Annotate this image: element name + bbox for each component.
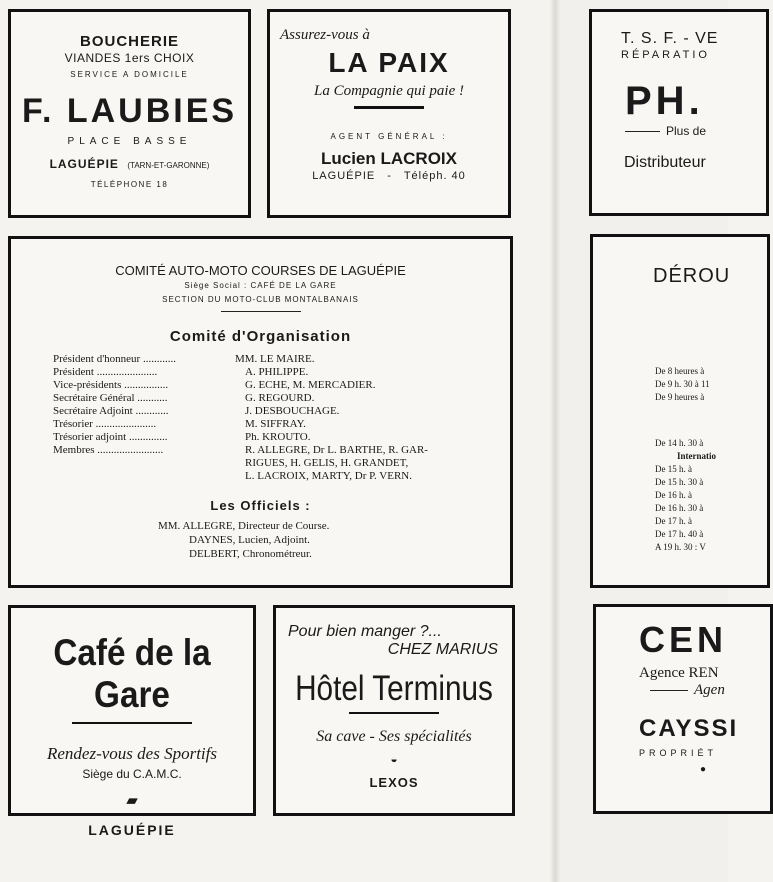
ad-cafe-de-la-gare: [8, 605, 256, 838]
ad-name: LA PAIX: [328, 47, 450, 78]
comite-title: COMITÉ AUTO-MOTO COURSES DE LAGUÉPIE: [115, 263, 406, 278]
ad-agen: Agen: [694, 682, 725, 698]
member-row: [53, 366, 510, 379]
ad-slogan: Rendez-vous des Sportifs: [47, 744, 217, 763]
comite-panel: [8, 236, 513, 588]
ad-subtitle: RÉPARATIO: [621, 49, 710, 61]
schedule-line: De 16 h. 30 à: [655, 503, 704, 513]
ad-slogan: Sa cave - Ses spécialités: [316, 728, 472, 745]
member-name: R. ALLEGRE, Dr L. BARTHE, R. GAR-: [245, 444, 428, 456]
officiel-line: MM. ALLEGRE, Directeur de Course.: [158, 520, 330, 532]
ad-name: CAYSSI: [639, 715, 739, 742]
ad-phone: Téléph. 40: [403, 170, 466, 182]
ad-boucherie-laubies: [8, 9, 251, 218]
ad-name: Hôtel Terminus: [295, 669, 493, 708]
members-cont: RIGUES, H. GELIS, H. GRANDET,: [245, 457, 409, 469]
member-row: [53, 353, 510, 366]
schedule-line: De 17 h. à: [655, 516, 692, 526]
schedule-line: De 9 h. 30 à 11: [655, 379, 710, 389]
member-role: Président ......................: [53, 366, 158, 378]
ad-siege: Siège du C.A.M.C.: [82, 767, 182, 781]
ad-central: [593, 604, 773, 814]
member-row: [53, 444, 510, 457]
ad-line: SERVICE A DOMICILE: [70, 70, 189, 79]
ad-logo: PH.: [625, 79, 704, 123]
ad-town-line: LAGUÉPIE - Téléph. 40: [312, 170, 466, 182]
page-fold: [550, 0, 560, 882]
divider: [72, 722, 192, 724]
ad-title: T. S. F. - VE: [621, 30, 719, 47]
ad-town: LAGUÉPIE: [88, 822, 176, 838]
ad-dept: (TARN-ET-GARONNE): [127, 161, 210, 170]
member-role: Secrétaire Adjoint ............: [53, 405, 169, 417]
ad-name: F. LAUBIES: [21, 92, 238, 130]
member-name: Ph. KROUTO.: [245, 431, 311, 443]
schedule-line: De 17 h. 40 à: [655, 529, 704, 539]
schedule-line: De 16 h. à: [655, 490, 692, 500]
ad-title: BOUCHERIE: [79, 33, 179, 50]
ad-tsf: [589, 9, 769, 216]
schedule-line: De 15 h. à: [655, 464, 692, 474]
member-name: A. PHILIPPE.: [245, 366, 309, 378]
member-name: G. ECHE, M. MERCADIER.: [245, 379, 376, 391]
member-row: [53, 418, 510, 431]
ad-agence: Agence REN: [639, 665, 719, 681]
member-role: Secrétaire Général ...........: [53, 392, 168, 404]
ad-town: LEXOS: [369, 775, 419, 790]
right-page: [560, 0, 739, 882]
member-role: Trésorier adjoint ..............: [53, 431, 168, 443]
ad-town: LAGUÉPIE: [312, 170, 376, 182]
ad-phone: TÉLÉPHONE 18: [90, 180, 169, 189]
comite-siege: Siège Social : CAFÉ DE LA GARE: [184, 281, 337, 290]
ad-tagline: Assurez-vous à: [280, 27, 370, 43]
ad-name: Café de la Gare: [53, 632, 211, 715]
member-row: [53, 405, 510, 418]
officiels-heading: Les Officiels :: [210, 498, 311, 513]
ad-town: LAGUÉPIE: [49, 157, 119, 171]
ad-prop: PROPRIÉT: [639, 748, 718, 758]
members-list: [53, 353, 510, 483]
dot-icon: ●: [700, 764, 707, 775]
member-role: Trésorier ......................: [53, 418, 157, 430]
member-name: MM. LE MAIRE.: [235, 353, 315, 365]
divider: [349, 712, 439, 714]
schedule-morning: [655, 365, 767, 404]
ad-plus-line: [625, 124, 766, 138]
officiel-line: DELBERT, Chronométreur.: [189, 548, 312, 560]
ad-distrib: Distributeur: [624, 154, 706, 171]
member-name: M. SIFFRAY.: [245, 418, 306, 430]
ad-line: Pour bien manger ?...: [288, 623, 442, 640]
member-row: [53, 392, 510, 405]
ad-hotel-terminus: [273, 605, 515, 816]
ad-plus: Plus de: [666, 124, 707, 138]
schedule-line: A 19 h. 30 : V: [655, 542, 706, 552]
deroulement-panel: [590, 234, 770, 588]
officiels-list: [158, 519, 510, 561]
ad-slogan: La Compagnie qui paie !: [314, 83, 464, 99]
ad-agen-line: [650, 682, 770, 699]
officiel-line: DAYNES, Lucien, Adjoint.: [189, 534, 310, 546]
schedule-line: De 8 heures à: [655, 366, 705, 376]
ad-line: VIANDES 1ers CHOIX: [64, 51, 195, 65]
member-row: [53, 379, 510, 392]
member-name: G. REGOURD.: [245, 392, 315, 404]
divider: [221, 311, 301, 312]
ad-place: PLACE BASSE: [67, 136, 192, 147]
member-role: Président d'honneur ............: [53, 353, 176, 365]
schedule-afternoon: [655, 437, 767, 554]
member-row: [53, 431, 510, 444]
ad-agent-name: Lucien LACROIX: [320, 149, 457, 168]
bowl-icon: ◒: [390, 752, 398, 766]
ad-title: CEN: [639, 619, 728, 660]
flag-icon: ▰: [126, 793, 138, 809]
schedule-line: De 9 heures à: [655, 392, 705, 402]
deroulement-title: DÉROU: [653, 265, 731, 287]
schedule-line: De 14 h. 30 à: [655, 438, 704, 448]
schedule-line: Internatio: [677, 451, 716, 461]
member-role: Vice-présidents ................: [53, 379, 169, 391]
member-role: Membres ........................: [53, 444, 164, 456]
org-heading: Comité d'Organisation: [169, 328, 352, 345]
schedule-line: De 15 h. 30 à: [655, 477, 704, 487]
ad-agent-label: AGENT GÉNÉRAL :: [330, 132, 448, 141]
ad-town-line: [11, 155, 248, 173]
divider: [354, 106, 424, 109]
members-cont: L. LACROIX, MARTY, Dr P. VERN.: [245, 470, 413, 482]
ad-la-paix: [267, 9, 511, 218]
ad-line: CHEZ MARIUS: [387, 641, 498, 658]
comite-section: SECTION DU MOTO-CLUB MONTALBANAIS: [162, 295, 359, 304]
member-name: J. DESBOUCHAGE.: [245, 405, 340, 417]
